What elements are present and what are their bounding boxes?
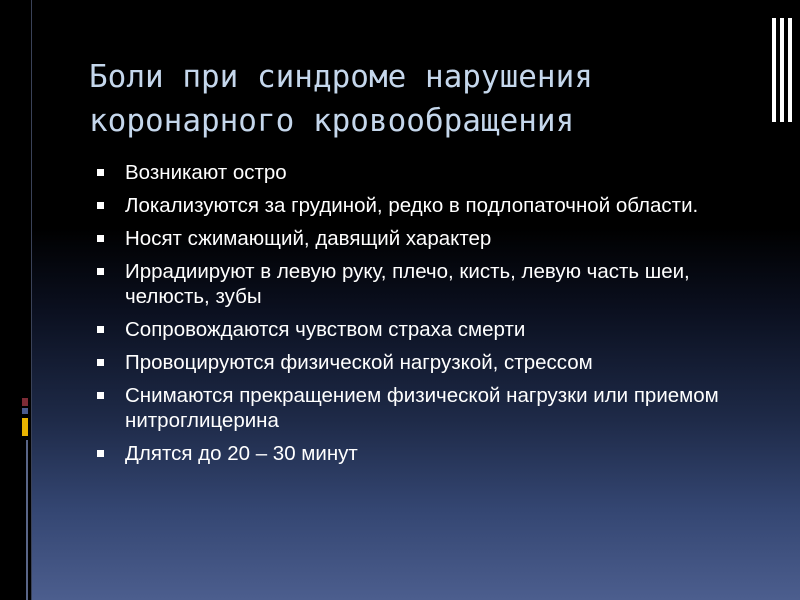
bullet-square-icon [97,392,104,399]
bullet-square-icon [97,359,104,366]
deco-bar [772,18,776,122]
accent-block-red [22,398,28,406]
strip-divider-line [31,0,32,600]
bullet-item [97,383,757,433]
slide-title: Боли при синдроме нарушения коронарного кровообращения [89,59,593,139]
bullet-text: Возникают остро [125,161,287,184]
bullet-square-icon [97,450,104,457]
bullet-item [97,160,757,185]
top-right-decoration [770,0,800,140]
bullet-item [97,193,757,218]
bullet-item [97,441,757,466]
bullet-text: Длятся до 20 – 30 минут [125,442,358,465]
bullet-square-icon [97,169,104,176]
bullet-item [97,226,757,251]
bullet-text: Иррадиируют в левую руку, плечо, кисть, левую часть шеи, челюсть, зубы [125,260,690,308]
bullet-square-icon [97,268,104,275]
bullet-item [97,259,757,309]
deco-bar [780,18,784,122]
bullet-square-icon [97,235,104,242]
bullet-square-icon [97,326,104,333]
bullet-text: Провоцируются физической нагрузкой, стрессом [125,351,593,374]
bullet-item [97,317,757,342]
deco-bar [788,18,792,122]
bullet-square-icon [97,202,104,209]
bullet-text: Носят сжимающий, давящий характер [125,227,492,250]
accent-line-vertical [26,440,28,600]
accent-block-yellow [22,418,28,436]
bullet-list [97,160,757,474]
bullet-text: Сопровождаются чувством страха смерти [125,318,526,341]
accent-block-blue [22,408,28,414]
bullet-text: Снимаются прекращением физической нагрузки или приемом нитроглицерина [125,384,719,432]
bullet-text: Локализуются за грудиной, редко в подлопаточной области. [125,194,699,217]
bullet-item [97,350,757,375]
